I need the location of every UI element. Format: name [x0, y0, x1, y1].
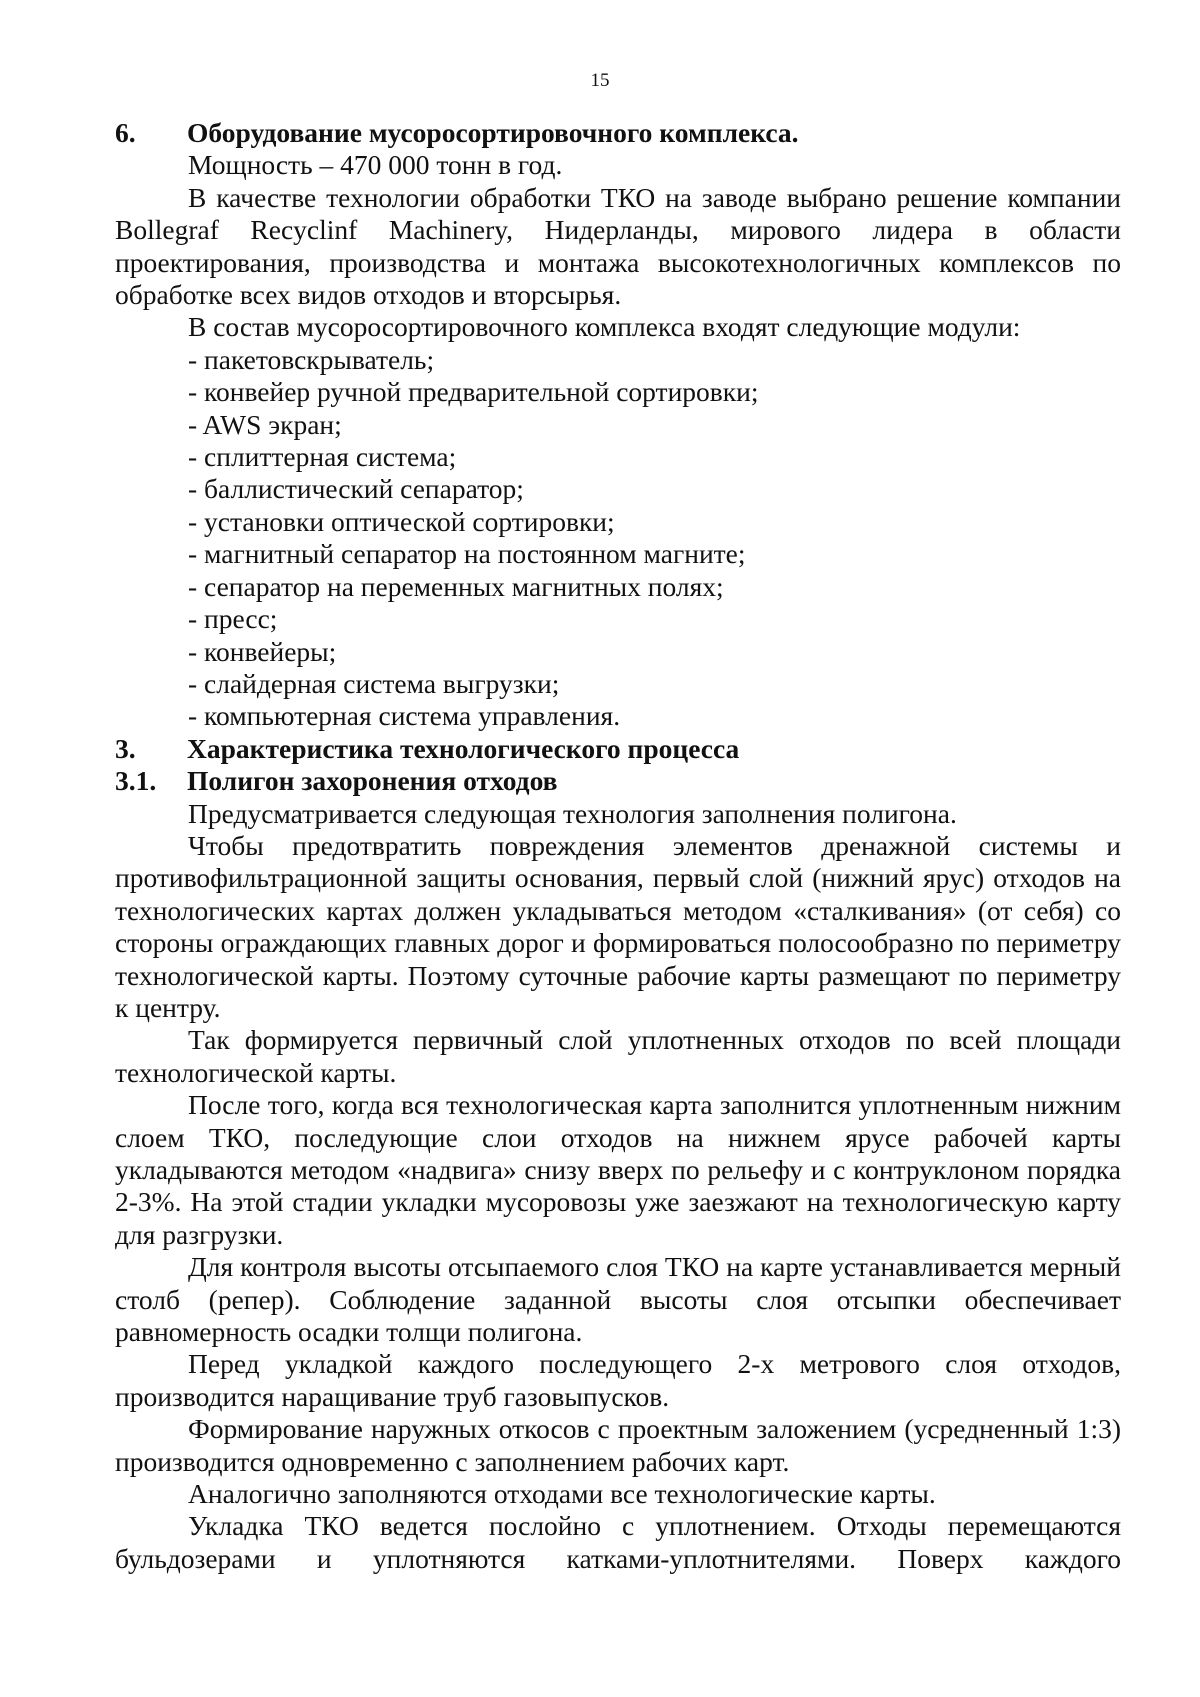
list-item: - магнитный сепаратор на постоянном магните; [188, 538, 746, 570]
section-3-1-number: 3.1. [115, 765, 157, 797]
paragraph: Предусматривается следующая технология заполнения полигона. [188, 797, 957, 829]
section-3-1-heading [115, 765, 1121, 797]
intro-paragraph: В качестве технологии обработки ТКО на заводе выбрано решение компании Bollegraf Recyclinf Machinery, Нидерланды, мирового лидера в области проектирования, производства и монтажа высокотехнологичных комплексов по обработке всех видов отходов и вторсырья. [115, 181, 1121, 311]
paragraph: Аналогично заполняются отходами все технологические карты. [188, 1478, 936, 1510]
list-item: - установки оптической сортировки; [188, 505, 615, 537]
page-number: 15 [590, 70, 610, 91]
section-3-number: 3. [115, 732, 136, 764]
section-3-1-title: Полигон захоронения отходов [187, 765, 558, 797]
list-item: - конвейер ручной предварительной сортировки; [188, 376, 759, 408]
list-item: - пакетовскрыватель; [188, 343, 435, 375]
capacity-line: Мощность – 470 000 тонн в год. [188, 149, 563, 181]
paragraph: Чтобы предотвратить повреждения элементов дренажной системы и противофильтрационной защиты основания, первый слой (нижний ярус) отходов на технологических картах должен укладываться методом «сталкивания» (от себя) со стороны ограждающих главных дорог и формироваться полосообразно по периметру технологической карты. Поэтому суточные рабочие карты размещают по периметру к центру. [115, 829, 1121, 1023]
list-item: - пресс; [188, 603, 278, 635]
section-6-heading [115, 117, 1121, 149]
list-item: - слайдерная система выгрузки; [188, 667, 560, 699]
list-item: - баллистический сепаратор; [188, 473, 524, 505]
section-3-title: Характеристика технологического процесса [187, 732, 740, 764]
paragraph: Перед укладкой каждого последующего 2-х метрового слоя отходов, производится наращивание труб газовыпусков. [115, 1348, 1121, 1412]
paragraph: Так формируется первичный слой уплотненных отходов по всей площади технологической карты. [115, 1024, 1121, 1088]
list-item: - конвейеры; [188, 635, 337, 667]
document-body [115, 117, 1121, 1575]
section-6-number: 6. [115, 117, 136, 148]
paragraph: Для контроля высоты отсыпаемого слоя ТКО на карте устанавливается мерный столб (репер). Соблюдение заданной высоты слоя отсыпки обеспечивает равномерность осадки толщи полигона. [115, 1251, 1121, 1348]
list-item: - сплиттерная система; [188, 441, 457, 473]
list-item: - сепаратор на переменных магнитных полях; [188, 570, 724, 602]
paragraph: После того, когда вся технологическая карта заполнится уплотненным нижним слоем ТКО, последующие слои отходов на нижнем ярусе рабочей карты укладываются методом «надвига» снизу вверх по рельефу и с контруклоном порядка 2-3%. На этой стадии укладки мусоровозы уже заезжают на технологическую карту для разгрузки. [115, 1089, 1121, 1250]
section-3-heading [115, 733, 1121, 765]
paragraph: Формирование наружных откосов с проектным заложением (усредненный 1:3) производится одновременно с заполнением рабочих карт. [115, 1413, 1121, 1477]
list-item: - компьютерная система управления. [188, 700, 621, 732]
paragraph: Укладка ТКО ведется послойно с уплотнением. Отходы перемещаются бульдозерами и уплотняются катками-уплотнителями. Поверх каждого [115, 1510, 1121, 1574]
modules-intro: В состав мусоросортировочного комплекса входят следующие модули: [188, 311, 1021, 343]
list-item: - AWS экран; [188, 408, 342, 440]
modules-list [115, 344, 1121, 733]
section-6-title: Оборудование мусоросортировочного комплекса. [187, 117, 799, 148]
